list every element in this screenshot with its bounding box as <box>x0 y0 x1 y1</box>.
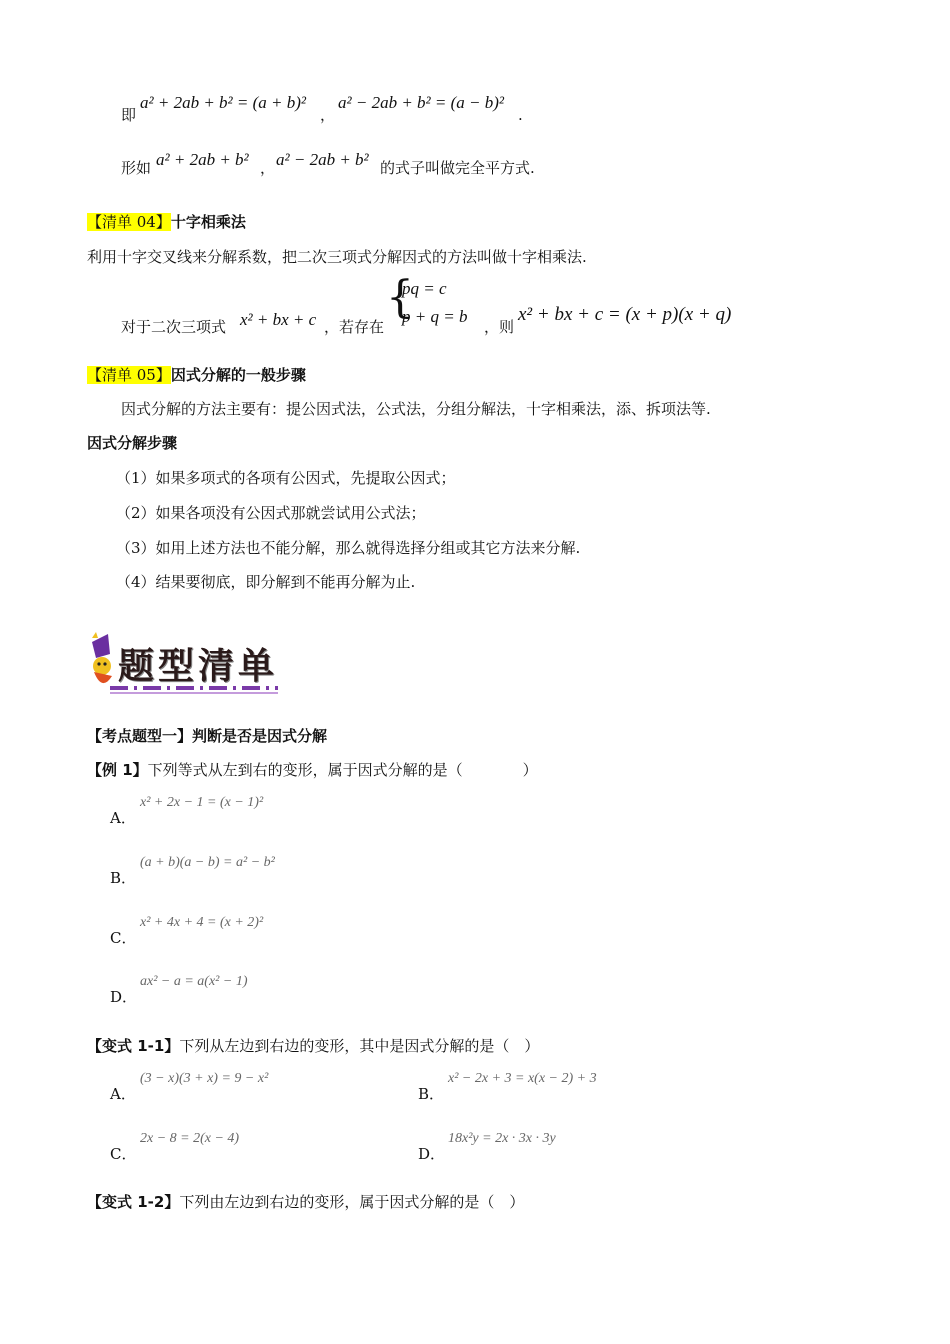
option-formula: x² + 4x + 4 = (x + 2)² <box>140 915 264 930</box>
perfect-square-sum-formula: a² + 2ab + b² = (a + b)² <box>140 93 306 112</box>
section05-title: 因式分解的一般步骤 <box>170 366 306 384</box>
option-letter[interactable]: D． <box>418 1145 446 1163</box>
option-formula: x² + 2x − 1 = (x − 1)² <box>140 795 264 810</box>
steps-title: 因式分解步骤 <box>87 434 178 452</box>
option-letter[interactable]: C． <box>110 929 137 947</box>
system-eq-product: pq = c <box>402 279 447 298</box>
system-brace: { <box>386 272 414 323</box>
section04-heading <box>87 211 246 232</box>
intro-line2-suffix: 的式子叫做完全平方式. <box>380 159 535 177</box>
section05-heading <box>87 364 306 385</box>
question-types-banner <box>88 632 288 698</box>
variant12-label: 【变式 1-2】 <box>87 1193 180 1211</box>
example1-label: 【例 1】 <box>87 761 148 779</box>
section04-desc: 利用十字交叉线来分解系数，把二次三项式分解因式的方法叫做十字相乘法. <box>87 248 587 266</box>
option-letter[interactable]: D． <box>110 988 138 1006</box>
option-formula: ax² − a = a(x² − 1) <box>140 974 248 989</box>
banner-title: 题型清单 <box>118 646 279 687</box>
option-formula: x² − 2x + 3 = x(x − 2) + 3 <box>448 1071 597 1086</box>
section04-cond-mid: ，若存在 <box>324 318 385 336</box>
perfect-square-sum-expr: a² + 2ab + b² <box>156 150 249 169</box>
example1-text: 下列等式从左到右的变形，属于因式分解的是（ ） <box>147 761 538 779</box>
option-formula: 2x − 8 = 2(x − 4) <box>140 1131 240 1146</box>
system-eq-sum: p + q = b <box>402 307 468 326</box>
variant11-text: 下列从左边到右边的变形，其中是因式分解的是（ ） <box>179 1037 540 1055</box>
cross-multiplication-result: x² + bx + c = (x + p)(x + q) <box>518 304 732 325</box>
intro-line1-sep: ， <box>320 106 336 124</box>
option-letter[interactable]: C． <box>110 1145 137 1163</box>
option-formula: (3 − x)(3 + x) = 9 − x² <box>140 1071 269 1086</box>
option-formula: (a + b)(a − b) = a² − b² <box>140 855 275 870</box>
option-letter[interactable]: A． <box>110 1085 136 1103</box>
perfect-square-diff-expr: a² − 2ab + b² <box>276 150 369 169</box>
option-letter[interactable]: A． <box>110 809 136 827</box>
step-item: （2）如果各项没有公因式那就尝试用公式法； <box>116 504 426 522</box>
variant12-text: 下列由左边到右边的变形，属于因式分解的是（ ） <box>179 1193 525 1211</box>
section04-cond-then: ，则 <box>484 318 515 336</box>
section05-methods: 因式分解的方法主要有：提公因式法，公式法，分组分解法，十字相乘法，添、拆项法等. <box>121 400 711 418</box>
variant12-question <box>87 1191 524 1212</box>
option-letter[interactable]: B． <box>110 869 137 887</box>
intro-line2-sep: ， <box>260 159 276 177</box>
section04-tag: 【清单 04】 <box>87 213 171 231</box>
example1-question <box>87 759 538 780</box>
topic1-title: 【考点题型一】判断是否是因式分解 <box>87 727 328 745</box>
option-letter[interactable]: B． <box>418 1085 445 1103</box>
perfect-square-diff-formula: a² − 2ab + b² = (a − b)² <box>338 93 504 112</box>
variant11-label: 【变式 1-1】 <box>87 1037 180 1055</box>
variant11-question <box>87 1035 539 1056</box>
section04-title: 十字相乘法 <box>170 213 246 231</box>
step-item: （4）结果要彻底，即分解到不能再分解为止. <box>116 573 416 591</box>
intro-line1-end: . <box>518 106 523 124</box>
option-formula: 18x²y = 2x · 3x · 3y <box>448 1131 556 1146</box>
intro-line2-prefix: 形如 <box>121 159 152 177</box>
section04-cond-prefix: 对于二次三项式 <box>121 318 227 336</box>
section05-tag: 【清单 05】 <box>87 366 171 384</box>
step-item: （1）如果多项式的各项有公因式，先提取公因式； <box>116 469 456 487</box>
step-item: （3）如用上述方法也不能分解，那么就得选择分组或其它方法来分解. <box>116 539 581 557</box>
intro-line1-prefix: 即 <box>121 106 137 124</box>
quadratic-trinomial: x² + bx + c <box>240 310 317 329</box>
